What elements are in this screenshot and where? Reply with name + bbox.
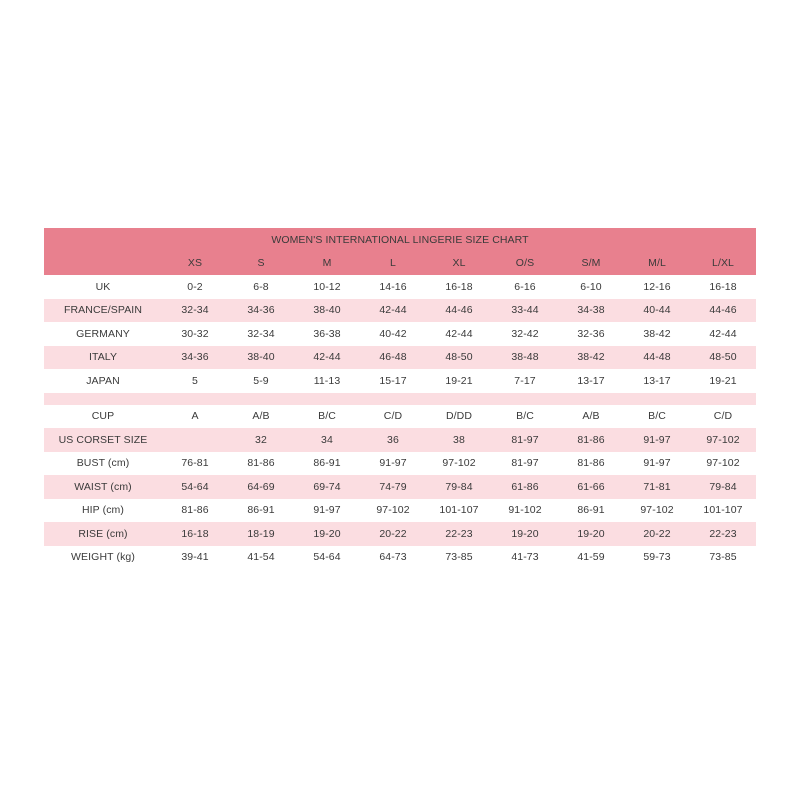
table-cell: 59-73 (624, 546, 690, 570)
table-row (44, 475, 756, 499)
table-cell: 42-44 (360, 299, 426, 323)
table-cell: 44-48 (624, 346, 690, 370)
header-cell-blank (44, 252, 162, 276)
table-cell: 42-44 (690, 322, 756, 346)
table-cell: 71-81 (624, 475, 690, 499)
table-cell: 81-86 (228, 452, 294, 476)
table-cell: 101-107 (426, 499, 492, 523)
table-cell: 79-84 (426, 475, 492, 499)
table-cell: 61-86 (492, 475, 558, 499)
table-cell: 34-38 (558, 299, 624, 323)
table-cell: 18-19 (228, 522, 294, 546)
table-cell: 14-16 (360, 275, 426, 299)
table-cell: 64-73 (360, 546, 426, 570)
table-cell: 97-102 (690, 428, 756, 452)
table-row (44, 322, 756, 346)
spacer-cell (690, 393, 756, 405)
table-cell: 97-102 (426, 452, 492, 476)
table-cell: B/C (624, 405, 690, 429)
table-cell: 7-17 (492, 369, 558, 393)
header-cell-os: O/S (492, 252, 558, 276)
table-cell: 33-44 (492, 299, 558, 323)
row-label: HIP (cm) (44, 499, 162, 523)
table-cell: 42-44 (426, 322, 492, 346)
size-chart-container (44, 228, 756, 569)
table-cell: 91-102 (492, 499, 558, 523)
header-cell-ml: M/L (624, 252, 690, 276)
table-cell: 81-86 (558, 452, 624, 476)
spacer-cell (360, 393, 426, 405)
table-cell: 81-97 (492, 452, 558, 476)
table-cell: 19-20 (294, 522, 360, 546)
spacer-cell (492, 393, 558, 405)
table-cell: 42-44 (294, 346, 360, 370)
table-cell: 15-17 (360, 369, 426, 393)
table-cell: 13-17 (624, 369, 690, 393)
table-cell: 54-64 (162, 475, 228, 499)
table-cell: 81-86 (162, 499, 228, 523)
row-label: FRANCE/SPAIN (44, 299, 162, 323)
table-cell: 38 (426, 428, 492, 452)
table-cell: 86-91 (228, 499, 294, 523)
table-row (44, 346, 756, 370)
table-cell: 73-85 (426, 546, 492, 570)
table-cell: 6-8 (228, 275, 294, 299)
row-label: US CORSET SIZE (44, 428, 162, 452)
table-cell: 81-86 (558, 428, 624, 452)
table-head (44, 228, 756, 275)
chart-title: WOMEN'S INTERNATIONAL LINGERIE SIZE CHART (44, 228, 756, 252)
table-cell: 38-40 (294, 299, 360, 323)
table-cell: B/C (492, 405, 558, 429)
table-cell: 74-79 (360, 475, 426, 499)
table-cell: 22-23 (690, 522, 756, 546)
table-cell: D/DD (426, 405, 492, 429)
spacer-cell (558, 393, 624, 405)
spacer-cell (44, 393, 162, 405)
row-label: BUST (cm) (44, 452, 162, 476)
header-cell-sm: S/M (558, 252, 624, 276)
row-label: ITALY (44, 346, 162, 370)
table-cell: 76-81 (162, 452, 228, 476)
row-label: RISE (cm) (44, 522, 162, 546)
table-cell: 13-17 (558, 369, 624, 393)
lingerie-size-chart-table (44, 228, 756, 569)
table-row (44, 299, 756, 323)
table-cell: 0-2 (162, 275, 228, 299)
table-cell: 6-16 (492, 275, 558, 299)
table-cell: 19-21 (690, 369, 756, 393)
table-cell: 20-22 (360, 522, 426, 546)
table-cell: 79-84 (690, 475, 756, 499)
table-cell: 44-46 (426, 299, 492, 323)
row-label: UK (44, 275, 162, 299)
table-cell: 91-97 (294, 499, 360, 523)
table-cell: 38-42 (558, 346, 624, 370)
table-cell: 39-41 (162, 546, 228, 570)
table-cell: 54-64 (294, 546, 360, 570)
table-spacer-row (44, 393, 756, 405)
table-cell: 101-107 (690, 499, 756, 523)
spacer-cell (624, 393, 690, 405)
table-row (44, 452, 756, 476)
table-row (44, 546, 756, 570)
table-cell: 32-36 (558, 322, 624, 346)
spacer-cell (162, 393, 228, 405)
table-cell: 61-66 (558, 475, 624, 499)
chart-title-row (44, 228, 756, 252)
table-row (44, 369, 756, 393)
table-cell: 41-54 (228, 546, 294, 570)
header-cell-xl: XL (426, 252, 492, 276)
table-cell: 30-32 (162, 322, 228, 346)
table-cell: 38-48 (492, 346, 558, 370)
table-cell: 97-102 (690, 452, 756, 476)
table-cell: 12-16 (624, 275, 690, 299)
table-cell: 16-18 (690, 275, 756, 299)
table-cell: A/B (558, 405, 624, 429)
table-cell: 34-36 (162, 346, 228, 370)
table-cell: 91-97 (624, 428, 690, 452)
spacer-cell (426, 393, 492, 405)
table-cell: 16-18 (162, 522, 228, 546)
header-cell-s: S (228, 252, 294, 276)
table-cell: 5-9 (228, 369, 294, 393)
table-cell: 36-38 (294, 322, 360, 346)
table-cell: 41-59 (558, 546, 624, 570)
table-cell: 36 (360, 428, 426, 452)
table-cell: 16-18 (426, 275, 492, 299)
table-cell: 73-85 (690, 546, 756, 570)
table-cell: 22-23 (426, 522, 492, 546)
table-cell: 19-20 (492, 522, 558, 546)
table-cell: 6-10 (558, 275, 624, 299)
table-cell: 38-40 (228, 346, 294, 370)
table-row (44, 499, 756, 523)
table-body (44, 275, 756, 569)
column-header-row (44, 252, 756, 276)
table-cell: 32-34 (162, 299, 228, 323)
table-cell: 34-36 (228, 299, 294, 323)
table-cell: 97-102 (360, 499, 426, 523)
table-cell: 48-50 (690, 346, 756, 370)
table-cell: 64-69 (228, 475, 294, 499)
table-cell: 44-46 (690, 299, 756, 323)
table-cell (162, 428, 228, 452)
table-row (44, 405, 756, 429)
table-row (44, 275, 756, 299)
table-cell: 40-44 (624, 299, 690, 323)
table-cell: A (162, 405, 228, 429)
header-cell-m: M (294, 252, 360, 276)
table-cell: A/B (228, 405, 294, 429)
table-cell: 19-20 (558, 522, 624, 546)
table-cell: 34 (294, 428, 360, 452)
table-cell: 20-22 (624, 522, 690, 546)
row-label: JAPAN (44, 369, 162, 393)
table-cell: C/D (360, 405, 426, 429)
table-cell: 86-91 (294, 452, 360, 476)
spacer-cell (228, 393, 294, 405)
row-label: GERMANY (44, 322, 162, 346)
table-cell: 81-97 (492, 428, 558, 452)
table-cell: 91-97 (360, 452, 426, 476)
table-cell: 19-21 (426, 369, 492, 393)
table-cell: B/C (294, 405, 360, 429)
table-cell: 97-102 (624, 499, 690, 523)
table-cell: 32-34 (228, 322, 294, 346)
header-cell-xs: XS (162, 252, 228, 276)
table-cell: 11-13 (294, 369, 360, 393)
table-cell: 5 (162, 369, 228, 393)
table-cell: 38-42 (624, 322, 690, 346)
row-label: CUP (44, 405, 162, 429)
table-cell: 32-42 (492, 322, 558, 346)
header-cell-l: L (360, 252, 426, 276)
table-cell: 69-74 (294, 475, 360, 499)
row-label: WEIGHT (kg) (44, 546, 162, 570)
table-cell: 46-48 (360, 346, 426, 370)
table-cell: 48-50 (426, 346, 492, 370)
table-cell: C/D (690, 405, 756, 429)
table-cell: 86-91 (558, 499, 624, 523)
spacer-cell (294, 393, 360, 405)
table-row (44, 428, 756, 452)
table-cell: 32 (228, 428, 294, 452)
row-label: WAIST (cm) (44, 475, 162, 499)
table-cell: 10-12 (294, 275, 360, 299)
table-cell: 40-42 (360, 322, 426, 346)
table-cell: 91-97 (624, 452, 690, 476)
table-row (44, 522, 756, 546)
header-cell-lxl: L/XL (690, 252, 756, 276)
table-cell: 41-73 (492, 546, 558, 570)
